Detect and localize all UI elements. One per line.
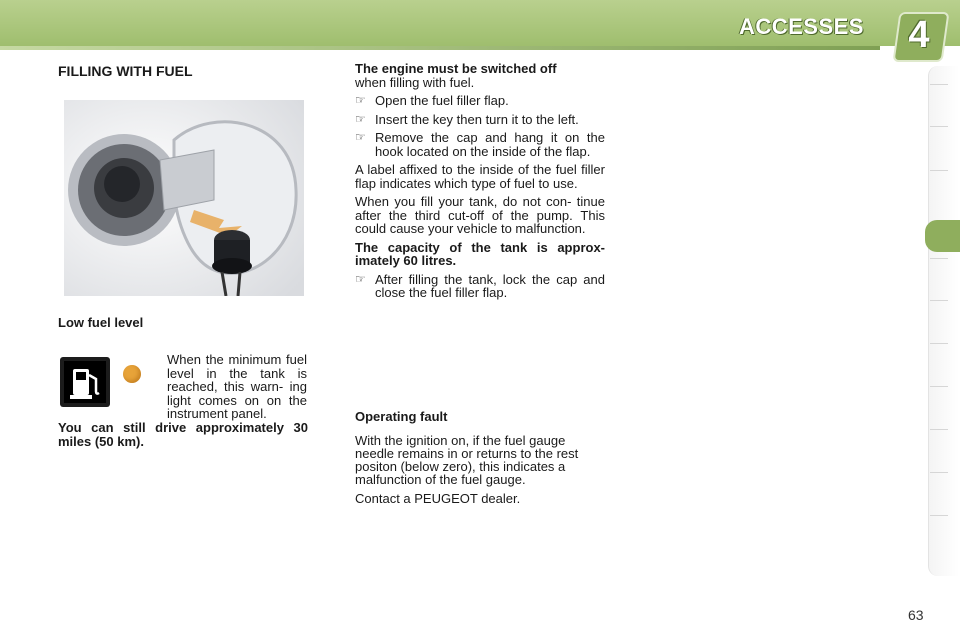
pointing-hand-icon: ☞ [355,93,366,107]
section-title: FILLING WITH FUEL [58,63,193,79]
step-item [355,131,605,158]
step-text: After filling the tank, lock the cap and close the fuel filler flap. [375,271,605,300]
warning-light-icon [123,365,141,383]
pointing-hand-icon: ☞ [355,111,366,126]
chapter-index-tick [930,343,948,344]
chapter-index-tick [930,300,948,301]
step-item [355,273,605,300]
low-fuel-description: When the minimum fuel level in the tank is reached, this warn- ing light comes on on the instrument panel. [167,352,307,421]
instructions-column [355,62,605,305]
step-text: Insert the key then turn it to the left. [375,111,579,127]
chapter-index-tick [930,472,948,473]
label-note: A label affixed to the inside of the fuel filler flap indicates which type of fuel to use. [355,162,605,191]
engine-note [355,62,605,89]
pointing-hand-icon: ☞ [355,130,366,144]
step-text: Open the fuel filler flap. [375,93,509,108]
page-number: 63 [908,607,924,623]
chapter-index-tick [930,258,948,259]
chapter-title: ACCESSES [738,14,864,39]
range-note: You can still drive approximately 30 miles (50 km). [58,420,308,449]
chapter-index-tick [930,429,948,430]
step-item [355,113,605,127]
pointing-hand-icon: ☞ [355,271,366,286]
chapter-index-tick [930,515,948,516]
chapter-index-tick [930,170,948,171]
operating-fault-title: Operating fault [355,409,448,424]
chapter-index-strip [928,66,959,576]
fuel-pump-icon [60,357,110,407]
chapter-index-tab-active [925,220,960,252]
chapter-number: 4 [908,13,930,56]
chapter-index-tick [930,126,948,127]
fill-warning: When you fill your tank, do not con- tinue after the third cut-off of the pump. This could cause your vehicle to malfunction. [355,194,605,236]
engine-note-rest: when filling with fuel. [355,74,475,90]
fuel-filler-photo [64,100,304,296]
chapter-index-tick [930,84,948,85]
engine-note-bold: The engine must be switched off [355,61,557,76]
step-item [355,94,605,108]
operating-fault-text: With the ignition on, if the fuel gauge needle remains in or returns to the rest positon (below zero), this indicates a malfunction of the fuel gauge. [355,433,579,487]
contact-dealer-text: Contact a PEUGEOT dealer. [355,491,521,506]
chapter-index-tick [930,386,948,387]
step-text: Remove the cap and hang it on the hook located on the inside of the flap. [375,130,605,159]
header-rule [0,46,880,50]
low-fuel-title: Low fuel level [58,315,144,330]
operating-fault-section [355,434,607,511]
capacity-note: The capacity of the tank is approx- imately 60 litres. [355,239,605,268]
